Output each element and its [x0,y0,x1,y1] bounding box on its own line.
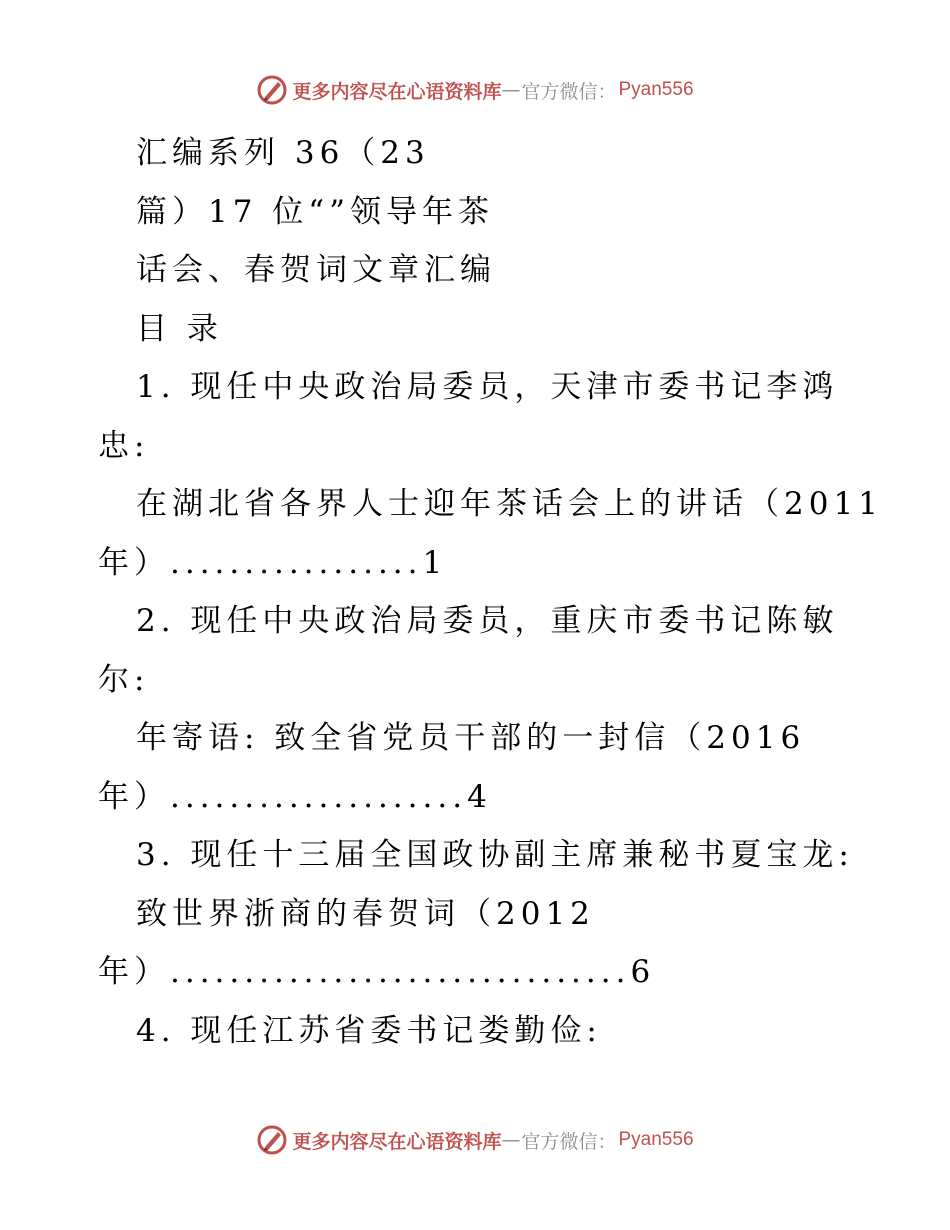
text-line: 3. 现任十三届全国政协副主席兼秘书夏宝龙: [136,837,854,873]
watermark-separator: — [501,79,522,101]
text-line: 在湖北省各界人士迎年茶话会上的讲话（2011 [136,486,883,522]
watermark-separator: — [501,1129,522,1151]
pen-logo-icon [256,74,288,106]
watermark-wechat-id: Pyan556 [618,79,694,100]
text-line: 年）....................4 [98,778,492,815]
header-watermark [0,70,950,110]
text-line: 年寄语: 致全省党员干部的一封信（2016 [136,720,806,756]
text-line: 目 录 [136,310,223,347]
text-line: 忠: [98,427,150,464]
text-line: 尔: [98,661,150,698]
document-body [98,124,883,1060]
text-line: 话会、春贺词文章汇编 [136,252,496,288]
watermark-wechat-label: 官方微信： [521,80,617,103]
text-line: 1. 现任中央政治局委员，天津市委书记李鸿 [136,369,839,405]
text-line: 篇）17 位“”领导年茶 [136,193,494,230]
text-line: 2. 现任中央政治局委员，重庆市委书记陈敏 [136,603,839,639]
text-line: 汇编系列 36（23 [136,135,430,171]
watermark-main-text: 更多内容尽在心语资料库 [292,1130,502,1153]
watermark-main-text: 更多内容尽在心语资料库 [292,80,502,103]
footer-watermark [0,1120,950,1160]
watermark-wechat-label: 官方微信： [521,1130,617,1153]
watermark-wechat-id: Pyan556 [618,1129,694,1150]
text-line: 4. 现任江苏省委书记娄勤俭: [136,1012,602,1049]
text-line: 年）.................1 [98,544,448,581]
text-line: 致世界浙商的春贺词（2012 [136,895,595,932]
pen-logo-icon [256,1124,288,1156]
text-line: 年）...............................6 [98,954,656,990]
